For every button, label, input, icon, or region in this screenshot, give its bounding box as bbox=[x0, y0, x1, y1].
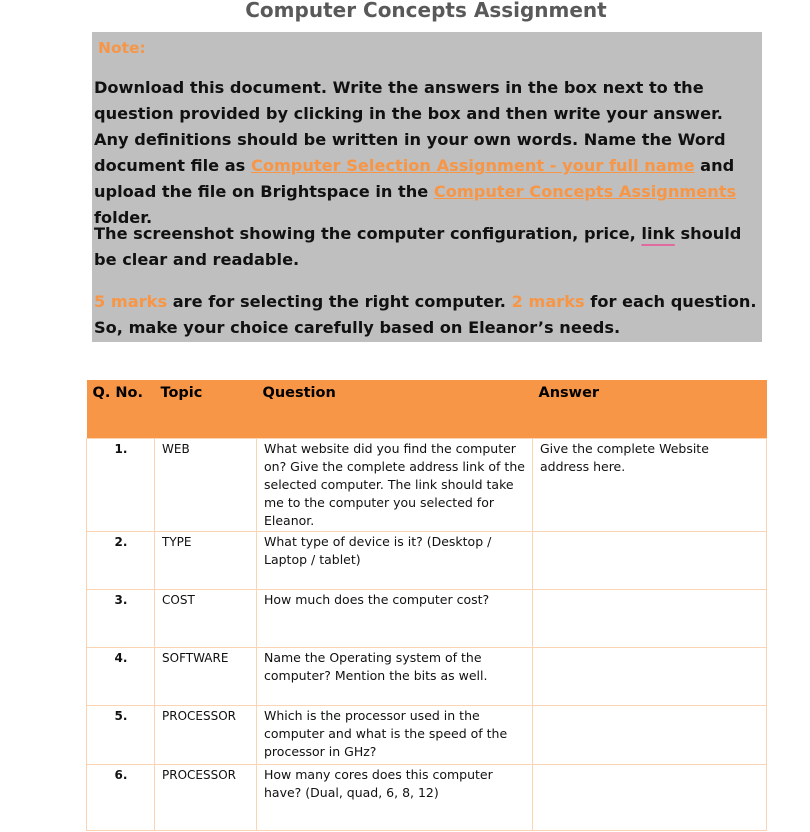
header-qno: Q. No. bbox=[87, 380, 155, 439]
header-answer: Answer bbox=[533, 380, 767, 439]
row-question: How many cores does this computer have? (Dual, quad, 6, 8, 12) bbox=[257, 765, 533, 831]
row-answer-cell[interactable] bbox=[533, 532, 767, 590]
folder-link[interactable]: Computer Concepts Assignments bbox=[433, 182, 737, 201]
marks-highlight-2: 2 marks bbox=[511, 292, 585, 311]
table-row bbox=[87, 765, 767, 831]
instructions-paragraph bbox=[94, 75, 760, 231]
row-topic: PROCESSOR bbox=[155, 706, 257, 765]
note-box bbox=[92, 32, 762, 342]
table-row bbox=[87, 706, 767, 765]
table-row bbox=[87, 648, 767, 706]
link-word: link bbox=[641, 224, 675, 243]
row-topic: WEB bbox=[155, 439, 257, 532]
table-header-row bbox=[87, 380, 767, 439]
row-question: Which is the processor used in the computer and what is the speed of the processor in GHz? bbox=[257, 706, 533, 765]
header-question: Question bbox=[257, 380, 533, 439]
marks-text: are for selecting the right computer. bbox=[167, 292, 512, 311]
instructions-text: Download this document. Write the answers in the box next to the question provided by clicking in the box and then write your answer. Any definitions should be written in your own words. Name the Word document file as bbox=[94, 78, 726, 175]
questions-table bbox=[86, 380, 767, 831]
row-topic: TYPE bbox=[155, 532, 257, 590]
screenshot-text: The screenshot showing the computer configuration, price, bbox=[94, 224, 642, 243]
row-number: 3. bbox=[87, 590, 155, 648]
row-topic: SOFTWARE bbox=[155, 648, 257, 706]
marks-paragraph bbox=[94, 289, 760, 341]
table-row bbox=[87, 439, 767, 532]
row-number: 6. bbox=[87, 765, 155, 831]
marks-highlight-1: 5 marks bbox=[94, 292, 168, 311]
filename-link[interactable]: Computer Selection Assignment - your full name bbox=[250, 156, 695, 175]
row-question: Name the Operating system of the computer? Mention the bits as well. bbox=[257, 648, 533, 706]
row-answer-cell[interactable] bbox=[533, 765, 767, 831]
document-title: Computer Concepts Assignment bbox=[245, 0, 607, 22]
note-label: Note: bbox=[98, 39, 146, 57]
header-topic: Topic bbox=[155, 380, 257, 439]
row-answer-cell[interactable] bbox=[533, 706, 767, 765]
row-question: What website did you find the computer on? Give the complete address link of the selected computer. The link should take me to the computer you selected for Eleanor. bbox=[257, 439, 533, 532]
instructions-text-3: folder. bbox=[94, 208, 153, 227]
row-number: 4. bbox=[87, 648, 155, 706]
screenshot-text-2: should be clear and readable. bbox=[94, 224, 742, 269]
row-question: How much does the computer cost? bbox=[257, 590, 533, 648]
table-row bbox=[87, 532, 767, 590]
table-row bbox=[87, 590, 767, 648]
screenshot-paragraph bbox=[94, 221, 760, 273]
row-question: What type of device is it? (Desktop / Laptop / tablet) bbox=[257, 532, 533, 590]
row-answer-cell[interactable]: Give the complete Website address here. bbox=[533, 439, 767, 532]
marks-text-2: for each question. So, make your choice carefully based on Eleanor’s needs. bbox=[94, 292, 757, 337]
row-topic: COST bbox=[155, 590, 257, 648]
instructions-text-2: and upload the file on Brightspace in the bbox=[94, 156, 735, 201]
row-number: 1. bbox=[87, 439, 155, 532]
row-number: 5. bbox=[87, 706, 155, 765]
row-number: 2. bbox=[87, 532, 155, 590]
row-answer-cell[interactable] bbox=[533, 590, 767, 648]
row-answer-cell[interactable] bbox=[533, 648, 767, 706]
row-topic: PROCESSOR bbox=[155, 765, 257, 831]
